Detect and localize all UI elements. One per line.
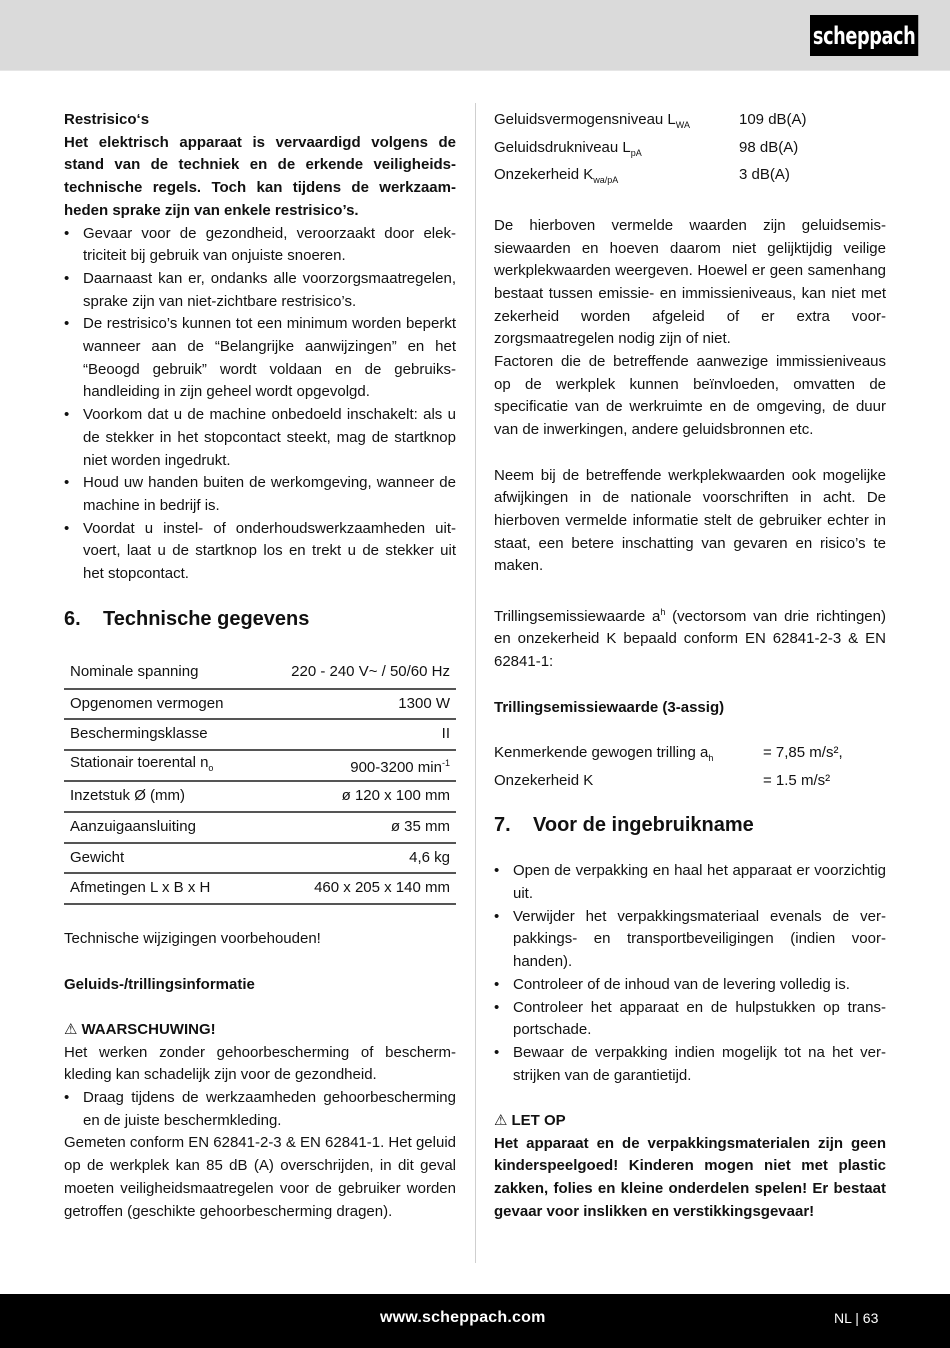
emission-paragraph: De hierboven vermelde waarden zijn geluidsemissiewaarden en hoeven daarom niet gelijktijdig veilige werkplekwaarden weergeven. Hoewel er geen samenhang bestaat tussen emissie- en immissieniveaus, kan niet met zekerheid worden afgeleid of er extra voorzorgsmaatregelen nodig zijn of niet. [494, 216, 886, 348]
spec-value: 460 x 205 x 140 mm [257, 873, 456, 904]
noise-vibration-heading: Geluids-/trillingsinformatie [64, 975, 255, 993]
section-6-heading [64, 606, 456, 632]
spec-label: Inzetstuk Ø (mm) [64, 781, 257, 812]
list-item: • Draag tijdens de werkzaamheden gehoorbescherming en de juiste beschermkleding. [64, 1087, 456, 1132]
warning-list [64, 1087, 456, 1132]
spec-value: 900-3200 $\min^{-1}$ [257, 750, 456, 781]
vibration-value-row [494, 770, 886, 793]
spec-label: Aanzuigaansluiting [64, 812, 257, 843]
caution-text: Het apparaat en de verpakkingsmaterialen zijn geen kinderspeelgoed! Kinderen mogen niet met plastic zakken, folies en kleine onderdelen spelen! Er bestaat gevaar voor inslikken en verstikkingsgevaar! [494, 1134, 886, 1220]
noise-label: Onzekerheid $K_{wa/pA}$ [494, 166, 619, 186]
noise-value: 3 dB(A) [739, 166, 790, 184]
section-7-heading [494, 812, 886, 838]
section-number: 6. [64, 607, 81, 630]
noise-value-row [494, 137, 886, 165]
table-row [64, 658, 456, 689]
table-row [64, 873, 456, 904]
technical-data-table [64, 658, 456, 905]
list-item: • Houd uw handen buiten de werkomgeving, wanneer de machine in bedrijf is. [64, 472, 456, 517]
list-item: • Controleer of de inhoud van de levering volledig is. [494, 974, 886, 997]
list-item: • Voorkom dat u de machine onbedoeld inschakelt: als u de stekker in het stopcontact steekt, mag de startknop niet worden ingedrukt. [64, 404, 456, 472]
warning-text: Het werken zonder gehoorbescherming of beschermkleding kan schadelijk zijn voor de gezondheid. [64, 1043, 456, 1084]
list-item: • Bewaar de verpakking indien mogelijk tot na het verstrijken van de garantietijd. [494, 1042, 886, 1087]
measured-text: Gemeten conform EN 62841-2-3 & EN 62841-1. Het geluid op de werkplek kan 85 dB (A) overschrijden, in dit geval moeten veiligheidsmaatregelen voor de gebruiker worden getroffen (geschikte gehoorbescherming dragen). [64, 1134, 456, 1220]
startup-list [494, 860, 886, 1087]
residual-risks-list [64, 223, 456, 586]
residual-risks-title: Restrisico‘s [64, 111, 150, 128]
spec-label: Afmetingen L x B x H [64, 873, 257, 904]
table-row [64, 812, 456, 843]
vibration-value: = 1.5 m/s² [763, 771, 831, 789]
list-item: • Verwijder het verpakkingsmateriaal evenals de verpakkings- en transportbeveiligingen (indien voorhanden). [494, 906, 886, 974]
spec-value: ø 120 x 100 mm [257, 781, 456, 812]
spec-value: 1300 W [257, 689, 456, 720]
list-item: • De restrisico’s kunnen tot een minimum worden beperkt wanneer aan de “Belangrijke aanwijzingen” en het “Beoogd gebruik” wordt voldaan en de gebruikshandleiding in zijn geheel wordt opgevolgd. [64, 313, 456, 404]
section-number: 7. [494, 814, 511, 837]
warning-triangle-icon: ⚠ [64, 1020, 78, 1038]
spec-label: Gewicht [64, 843, 257, 874]
vibration-label: Onzekerheid K [494, 771, 594, 789]
noise-value: 98 dB(A) [739, 138, 799, 156]
noise-value: 109 dB(A) [739, 111, 807, 128]
spec-value: 4,6 kg [257, 843, 456, 874]
page-number: NL | 63 [834, 1310, 879, 1326]
list-item: • Daarnaast kan er, ondanks alle voorzorgsmaatregelen, sprake zijn van niet-zichtbare restrisico’s. [64, 268, 456, 313]
workplace-values-paragraph: Neem bij de betreffende werkplekwaarden ook mogelijke afwijkingen in de nationale voorschriften in acht. De hierboven vermelde informatie stelt de gebruiker echter in staat, een betere inschatting van gevaren en risico’s te maken. [494, 466, 886, 575]
caution-heading: ⚠ LET OP [494, 1110, 886, 1133]
scheppach-logo: scheppach [810, 15, 918, 56]
page-footer [0, 1294, 950, 1348]
technical-changes-note: Technische wijzigingen voorbehouden! [64, 930, 321, 948]
residual-risks-intro: Het elektrisch apparaat is vervaardigd volgens de stand van de techniek en de erkende veiligheidstechnische regels. Toch kan tijdens de werkzaamheden sprake zijn van enkele restrisico’s. [64, 133, 456, 219]
vibration-intro: Trillingsemissiewaarde $a^h$ (vectorsom van drie richtingen) en onzekerheid K bepaald conform EN 62841-2-3 & EN 62841-1: [494, 606, 886, 671]
section-title: Voor de ingebruikname [533, 814, 754, 837]
vibration-value: = 7,85 m/s², [763, 743, 843, 761]
website-link[interactable]: www.scheppach.com [380, 1309, 546, 1326]
spec-value: 220 - 240 V~ / 50/60 Hz [257, 658, 456, 689]
right-column [494, 109, 886, 1224]
spec-value: II [257, 719, 456, 750]
section-title: Technische gegevens [103, 607, 310, 630]
list-item: • Open de verpakking en haal het apparaat er voorzichtig uit. [494, 860, 886, 905]
warning-triangle-icon: ⚠ [494, 1112, 508, 1130]
vibration-label: Kenmerkende gewogen trilling $a_h$ [494, 743, 714, 763]
spec-label: Beschermingsklasse [64, 719, 257, 750]
spec-label: Nominale spanning [64, 658, 257, 689]
noise-label: Geluidsvermogensniveau $L_{WA}$ [494, 111, 690, 130]
list-item: • Controleer het apparaat en de hulpstukken op transportschade. [494, 997, 886, 1042]
page-header [0, 0, 950, 71]
spec-label: Stationair toerental $n_o$ [64, 750, 257, 781]
left-column [64, 109, 456, 1223]
noise-value-row [494, 109, 886, 137]
table-row [64, 843, 456, 874]
list-item: • Voordat u instel- of onderhoudswerkzaamheden uitvoert, laat u de startknop los en trekt u de stekker uit het stopcontact. [64, 518, 456, 586]
vibration-heading: Trillingsemissiewaarde (3-assig) [494, 698, 725, 716]
table-row [64, 750, 456, 781]
table-row [64, 689, 456, 720]
column-divider [475, 103, 476, 1263]
spec-label: Opgenomen vermogen [64, 689, 257, 720]
table-row [64, 781, 456, 812]
list-item: • Gevaar voor de gezondheid, veroorzaakt door elektriciteit bij gebruik van onjuiste snoeren. [64, 223, 456, 268]
table-row [64, 719, 456, 750]
spec-value: ø 35 mm [257, 812, 456, 843]
factors-paragraph: Factoren die de betreffende aanwezige immissieniveaus op de werkplek kunnen beïnvloeden, omvatten de specificatie van de werkruimte en de omgeving, de duur van de inwerkingen, andere geluidsbronnen etc. [494, 353, 886, 439]
noise-value-row [494, 164, 886, 192]
vibration-value-row [494, 742, 886, 770]
noise-label: Geluidsdrukniveau $L_{pA}$ [494, 138, 642, 158]
warning-heading: ⚠ WAARSCHUWING! [64, 1019, 456, 1042]
